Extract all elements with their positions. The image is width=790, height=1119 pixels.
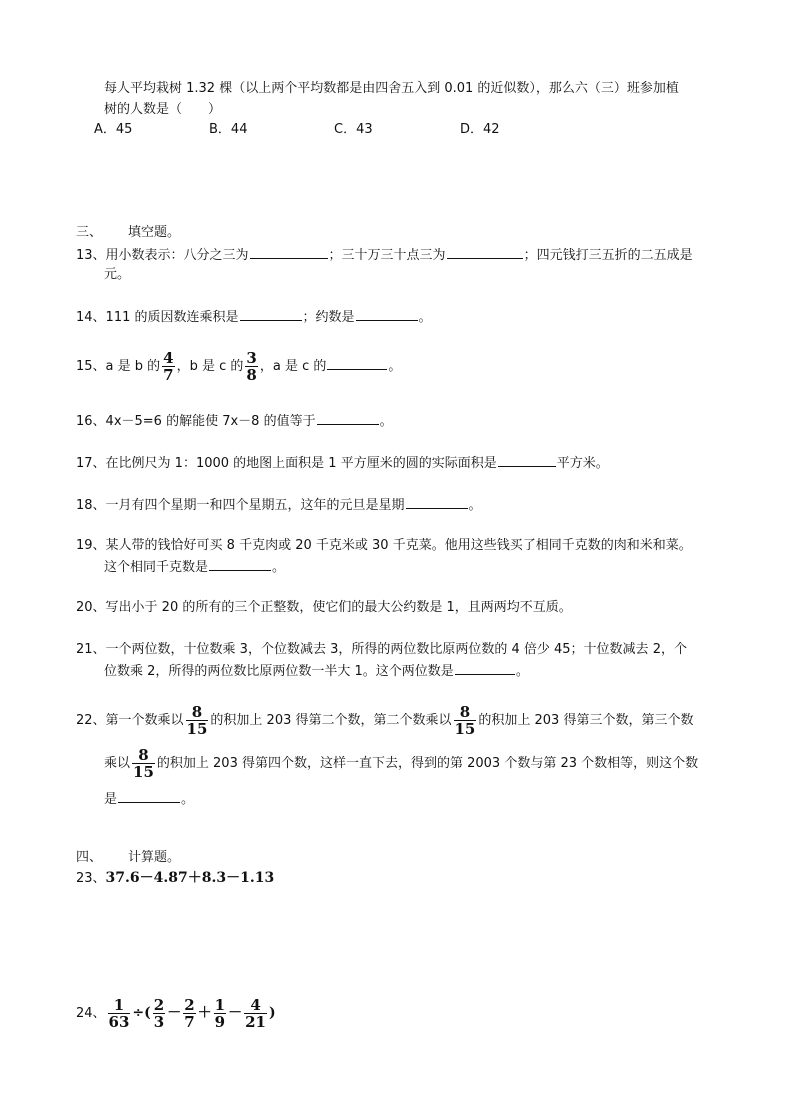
section-3-number: 三、 [76, 225, 103, 240]
q12-option-d: D．42 [460, 122, 500, 137]
q13-text-c: ；四元钱打三五折的二五成是 [523, 248, 693, 263]
q15-text-a: 15、a 是 b 的 [76, 359, 161, 374]
q15-fraction-2-denominator: 8 [246, 366, 257, 384]
q19-text-b: 。 [272, 560, 286, 575]
q21-blank[interactable] [455, 661, 515, 675]
q14-text-b: ；约数是 [302, 310, 355, 325]
q22-text-f: 是 [104, 792, 118, 807]
q22-line3 [104, 789, 194, 809]
q24-fraction-2-numerator: 2 [184, 996, 195, 1014]
q15-text-c: ，a 是 c 的 [259, 359, 327, 374]
q22-text-b: 的积加上 203 得第二个数，第二个数乘以 [210, 713, 452, 728]
q22-text-c: 的积加上 203 得第三个数，第三个数 [478, 713, 694, 728]
q24-fraction-3-denominator: 9 [214, 1013, 226, 1031]
q21-text-a: 位数乘 2，所得的两位数比原两位数一半大 1。这个两位数是 [104, 664, 454, 679]
q24-op-3: － [228, 1005, 243, 1021]
section-4-heading [76, 849, 180, 867]
q21-text-b: 。 [515, 664, 529, 679]
q14-blank-2[interactable] [356, 307, 418, 321]
q22-fraction-2 [454, 704, 477, 737]
q22-fraction-3-numerator: 8 [132, 747, 155, 764]
q22-line2 [104, 746, 698, 782]
q24-fraction-1 [153, 997, 165, 1030]
q21-line1: 21、一个两位数，十位数乘 3，个位数减去 3，所得的两位数比原两位数的 4 倍少 45；十位数减去 2，个 [76, 642, 687, 657]
q13-line2: 元。 [104, 267, 131, 282]
q19-blank[interactable] [209, 557, 271, 571]
q15-fraction-1 [162, 350, 174, 383]
q18-text-a: 18、一月有四个星期一和四个星期五，这年的元旦是星期 [76, 498, 405, 513]
q24-fraction-1-numerator: 2 [153, 996, 165, 1014]
section-4-title: 计算题。 [128, 850, 181, 865]
question-17 [76, 453, 609, 473]
q19-line1: 19、某人带的钱恰好可买 8 千克肉或 20 千克米或 30 千克菜。他用这些钱买了相同千克数的肉和米和菜。 [76, 538, 692, 553]
q22-text-a: 22、第一个数乘以 [76, 713, 184, 728]
q19-text-a: 这个相同千克数是 [104, 560, 209, 575]
q24-op-1: － [167, 1005, 182, 1021]
q16-blank[interactable] [317, 411, 379, 425]
q22-fraction-3 [132, 747, 155, 780]
q22-text-g: 。 [181, 792, 195, 807]
q12-line1: 每人平均栽树 1.32 棵（以上两个平均数都是由四舍五入到 0.01 的近似数），那么六（三）班参加植 [104, 81, 679, 96]
q12-line2: 树的人数是（ ） [104, 102, 222, 117]
question-14 [76, 307, 432, 327]
q23-expression: 37.6－4.87＋8.3－1.13 [105, 870, 275, 886]
q17-text-a: 17、在比例尺为 1：1000 的地图上面积是 1 平方厘米的圆的实际面积是 [76, 456, 497, 471]
question-18 [76, 495, 482, 515]
q15-blank[interactable] [327, 356, 387, 370]
q15-text-b: ，b 是 c 的 [176, 359, 244, 374]
q15-fraction-2 [245, 350, 257, 383]
question-23 [76, 869, 274, 888]
q24-fraction-1-denominator: 3 [153, 1013, 165, 1031]
q24-divide-open: ÷( [132, 1005, 151, 1021]
q22-line1 [76, 703, 693, 739]
q24-fraction-0-numerator: 1 [108, 997, 131, 1014]
q15-fraction-1-denominator: 7 [163, 366, 174, 384]
q22-fraction-1-numerator: 8 [186, 704, 209, 721]
q21-line2 [104, 661, 529, 681]
section-3-title: 填空题。 [128, 225, 181, 240]
q22-fraction-1-denominator: 15 [186, 720, 208, 738]
section-4-number: 四、 [76, 850, 103, 865]
section-3-heading [76, 224, 180, 242]
q14-text-c: 。 [418, 310, 432, 325]
q15-fraction-1-numerator: 4 [163, 349, 174, 367]
q24-fraction-4 [244, 997, 267, 1030]
q24-close-paren: ) [268, 1005, 276, 1021]
q22-fraction-3-denominator: 15 [133, 763, 154, 781]
q24-label: 24、 [76, 1006, 106, 1021]
q19-line2 [104, 557, 285, 577]
q13-blank-2[interactable] [447, 245, 523, 259]
question-24 [76, 993, 276, 1034]
q24-fraction-2 [183, 997, 195, 1030]
q15-text-d: 。 [388, 359, 402, 374]
q17-blank[interactable] [498, 453, 556, 467]
q22-fraction-1 [186, 704, 209, 737]
question-16 [76, 411, 393, 431]
question-15 [76, 349, 401, 385]
q16-text-a: 16、4x－5=6 的解能使 7x－8 的值等于 [76, 414, 316, 429]
q24-fraction-4-numerator: 4 [244, 997, 267, 1014]
q16-text-b: 。 [379, 414, 393, 429]
q22-blank[interactable] [118, 789, 180, 803]
q24-fraction-4-denominator: 21 [245, 1013, 266, 1031]
q12-option-a: A．45 [94, 122, 133, 137]
q24-fraction-3 [214, 997, 226, 1030]
q24-fraction-0 [108, 997, 131, 1030]
q24-fraction-3-numerator: 1 [214, 996, 226, 1014]
q14-blank-1[interactable] [240, 307, 302, 321]
q18-text-b: 。 [468, 498, 482, 513]
q24-op-2: ＋ [197, 1005, 212, 1021]
q24-fraction-0-denominator: 63 [108, 1013, 130, 1031]
q22-fraction-2-numerator: 8 [454, 704, 477, 721]
q18-blank[interactable] [406, 495, 468, 509]
q12-option-b: B．44 [209, 122, 248, 137]
q13-text-b: ；三十万三十点三为 [328, 248, 446, 263]
q13-text-a: 13、用小数表示：八分之三为 [76, 248, 249, 263]
question-20: 20、写出小于 20 的所有的三个正整数，使它们的最大公约数是 1，且两两均不互质。 [76, 600, 572, 615]
q23-label: 23、 [76, 871, 106, 886]
q15-fraction-2-numerator: 3 [246, 349, 257, 367]
question-13 [76, 245, 693, 265]
q22-text-e: 的积加上 203 得第四个数，这样一直下去，得到的第 2003 个数与第 23 个数相等，则这个数 [156, 756, 699, 771]
q17-text-b: 平方米。 [556, 456, 609, 471]
q12-option-c: C．43 [334, 122, 373, 137]
q24-fraction-2-denominator: 7 [184, 1013, 195, 1031]
q22-text-d: 乘以 [104, 756, 131, 771]
q13-blank-1[interactable] [250, 245, 328, 259]
q14-text-a: 14、111 的质因数连乘积是 [76, 310, 239, 325]
q22-fraction-2-denominator: 15 [454, 720, 476, 738]
